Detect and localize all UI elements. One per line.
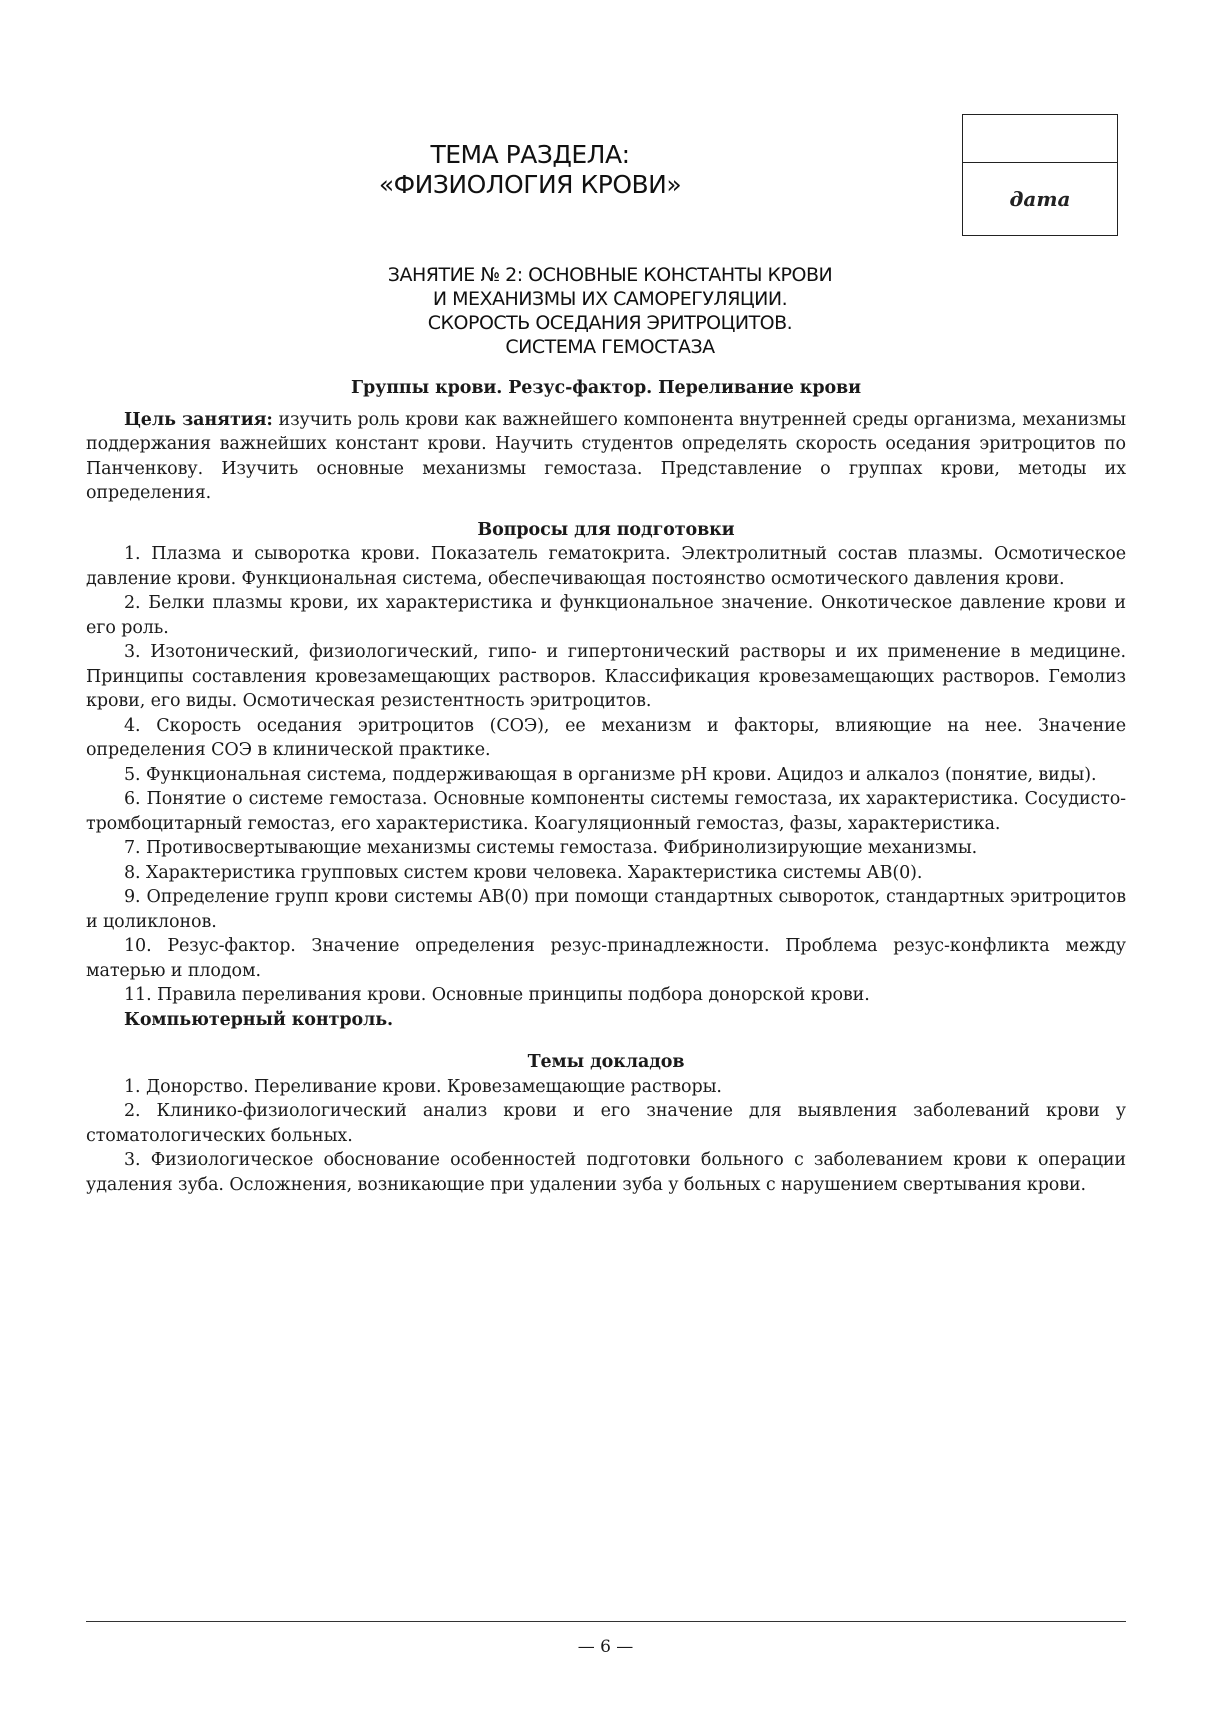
reports-heading: Темы докладов <box>527 1052 685 1072</box>
lesson-title-line-2: И МЕХАНИЗМЫ ИХ САМОРЕГУЛЯЦИИ. <box>432 288 788 310</box>
report-item: 3. Физиологическое обоснование особенностей подготовки больного с заболеванием крови к операции удаления зуба. Осложнения, возникающие при удалении зуба у больных с нарушением свертывания крови. <box>86 1150 1126 1195</box>
question-item: 6. Понятие о системе гемостаза. Основные компоненты системы гемостаза, их характеристика. Сосудисто-тромбоцитарный гемостаз, его характеристика. Коагуляционный гемостаз, фазы, характеристика. <box>86 789 1126 834</box>
section-title-line-2: «ФИЗИОЛОГИЯ КРОВИ» <box>378 170 682 199</box>
question-item: 4. Скорость оседания эритроцитов (СОЭ), ее механизм и факторы, влияющие на нее. Значение определения СОЭ в клинической практике. <box>86 715 1126 760</box>
goal-label: Цель занятия: <box>124 409 273 430</box>
goal-text: изучить роль крови как важнейшего компонента внутренней среды организма, механизмы поддержания важнейших констант крови. Научить студентов определять скорость оседания эритроцитов по Панченкову. Изучить основные механизмы гемостаза. Представление о группах крови, методы их определения. <box>86 409 1126 503</box>
footer-divider <box>86 1621 1126 1622</box>
main-content <box>86 376 1126 1197</box>
reports-list <box>86 1075 1126 1198</box>
question-item: 11. Правила переливания крови. Основные принципы подбора донорской крови. <box>124 985 870 1005</box>
question-item: 8. Характеристика групповых систем крови человека. Характеристика системы АВ(0). <box>124 862 923 883</box>
question-item: 7. Противосвертывающие механизмы системы гемостаза. Фибринолизирующие механизмы. <box>124 838 978 858</box>
section-title <box>300 140 760 200</box>
computer-control-note: Компьютерный контроль. <box>124 1009 394 1030</box>
question-item: 1. Плазма и сыворотка крови. Показатель гематокрита. Электролитный состав плазмы. Осмотическое давление крови. Функциональная система, обеспечивающая постоянство осмотического давления крови. <box>86 544 1126 589</box>
question-item: 5. Функциональная система, поддерживающая в организме рН крови. Ацидоз и алкалоз (понятие, виды). <box>124 764 1097 785</box>
report-item: 2. Клинико-физиологический анализ крови и его значение для выявления заболеваний крови у стоматологических больных. <box>86 1101 1126 1146</box>
questions-heading: Вопросы для подготовки <box>477 519 735 540</box>
question-item: 9. Определение групп крови системы АВ(0) при помощи стандартных сывороток, стандартных эритроцитов и цоликлонов. <box>86 887 1126 932</box>
page-number: — 6 — <box>577 1637 634 1657</box>
lesson-title-line-1: ЗАНЯТИЕ № 2: ОСНОВНЫЕ КОНСТАНТЫ КРОВИ <box>387 264 833 286</box>
section-title-line-1: ТЕМА РАЗДЕЛА: <box>430 140 630 169</box>
goal-paragraph <box>86 408 1126 506</box>
lesson-title-line-3: СКОРОСТЬ ОСЕДАНИЯ ЭРИТРОЦИТОВ. <box>427 312 793 334</box>
question-item: 2. Белки плазмы крови, их характеристика и функциональное значение. Онкотическое давление крови и его роль. <box>86 593 1126 638</box>
report-item: 1. Донорство. Переливание крови. Кровезамещающие растворы. <box>124 1076 722 1097</box>
lesson-subtitle: Группы крови. Резус-фактор. Переливание крови <box>351 378 861 398</box>
lesson-title <box>330 263 890 359</box>
date-box <box>962 114 1118 236</box>
date-label: дата <box>1009 187 1071 211</box>
question-item: 10. Резус-фактор. Значение определения резус-принадлежности. Проблема резус-конфликта между матерью и плодом. <box>86 936 1126 981</box>
lesson-title-line-4: СИСТЕМА ГЕМОСТАЗА <box>505 336 715 358</box>
date-box-blank-cell <box>963 115 1117 163</box>
questions-list <box>86 542 1126 1008</box>
question-item: 3. Изотонический, физиологический, гипо- и гипертонический растворы и их применение в медицине. Принципы составления кровезамещающих растворов. Классификация кровезамещающих растворов. Гемолиз крови, его виды. Осмотическая резистентность эритроцитов. <box>86 642 1126 711</box>
